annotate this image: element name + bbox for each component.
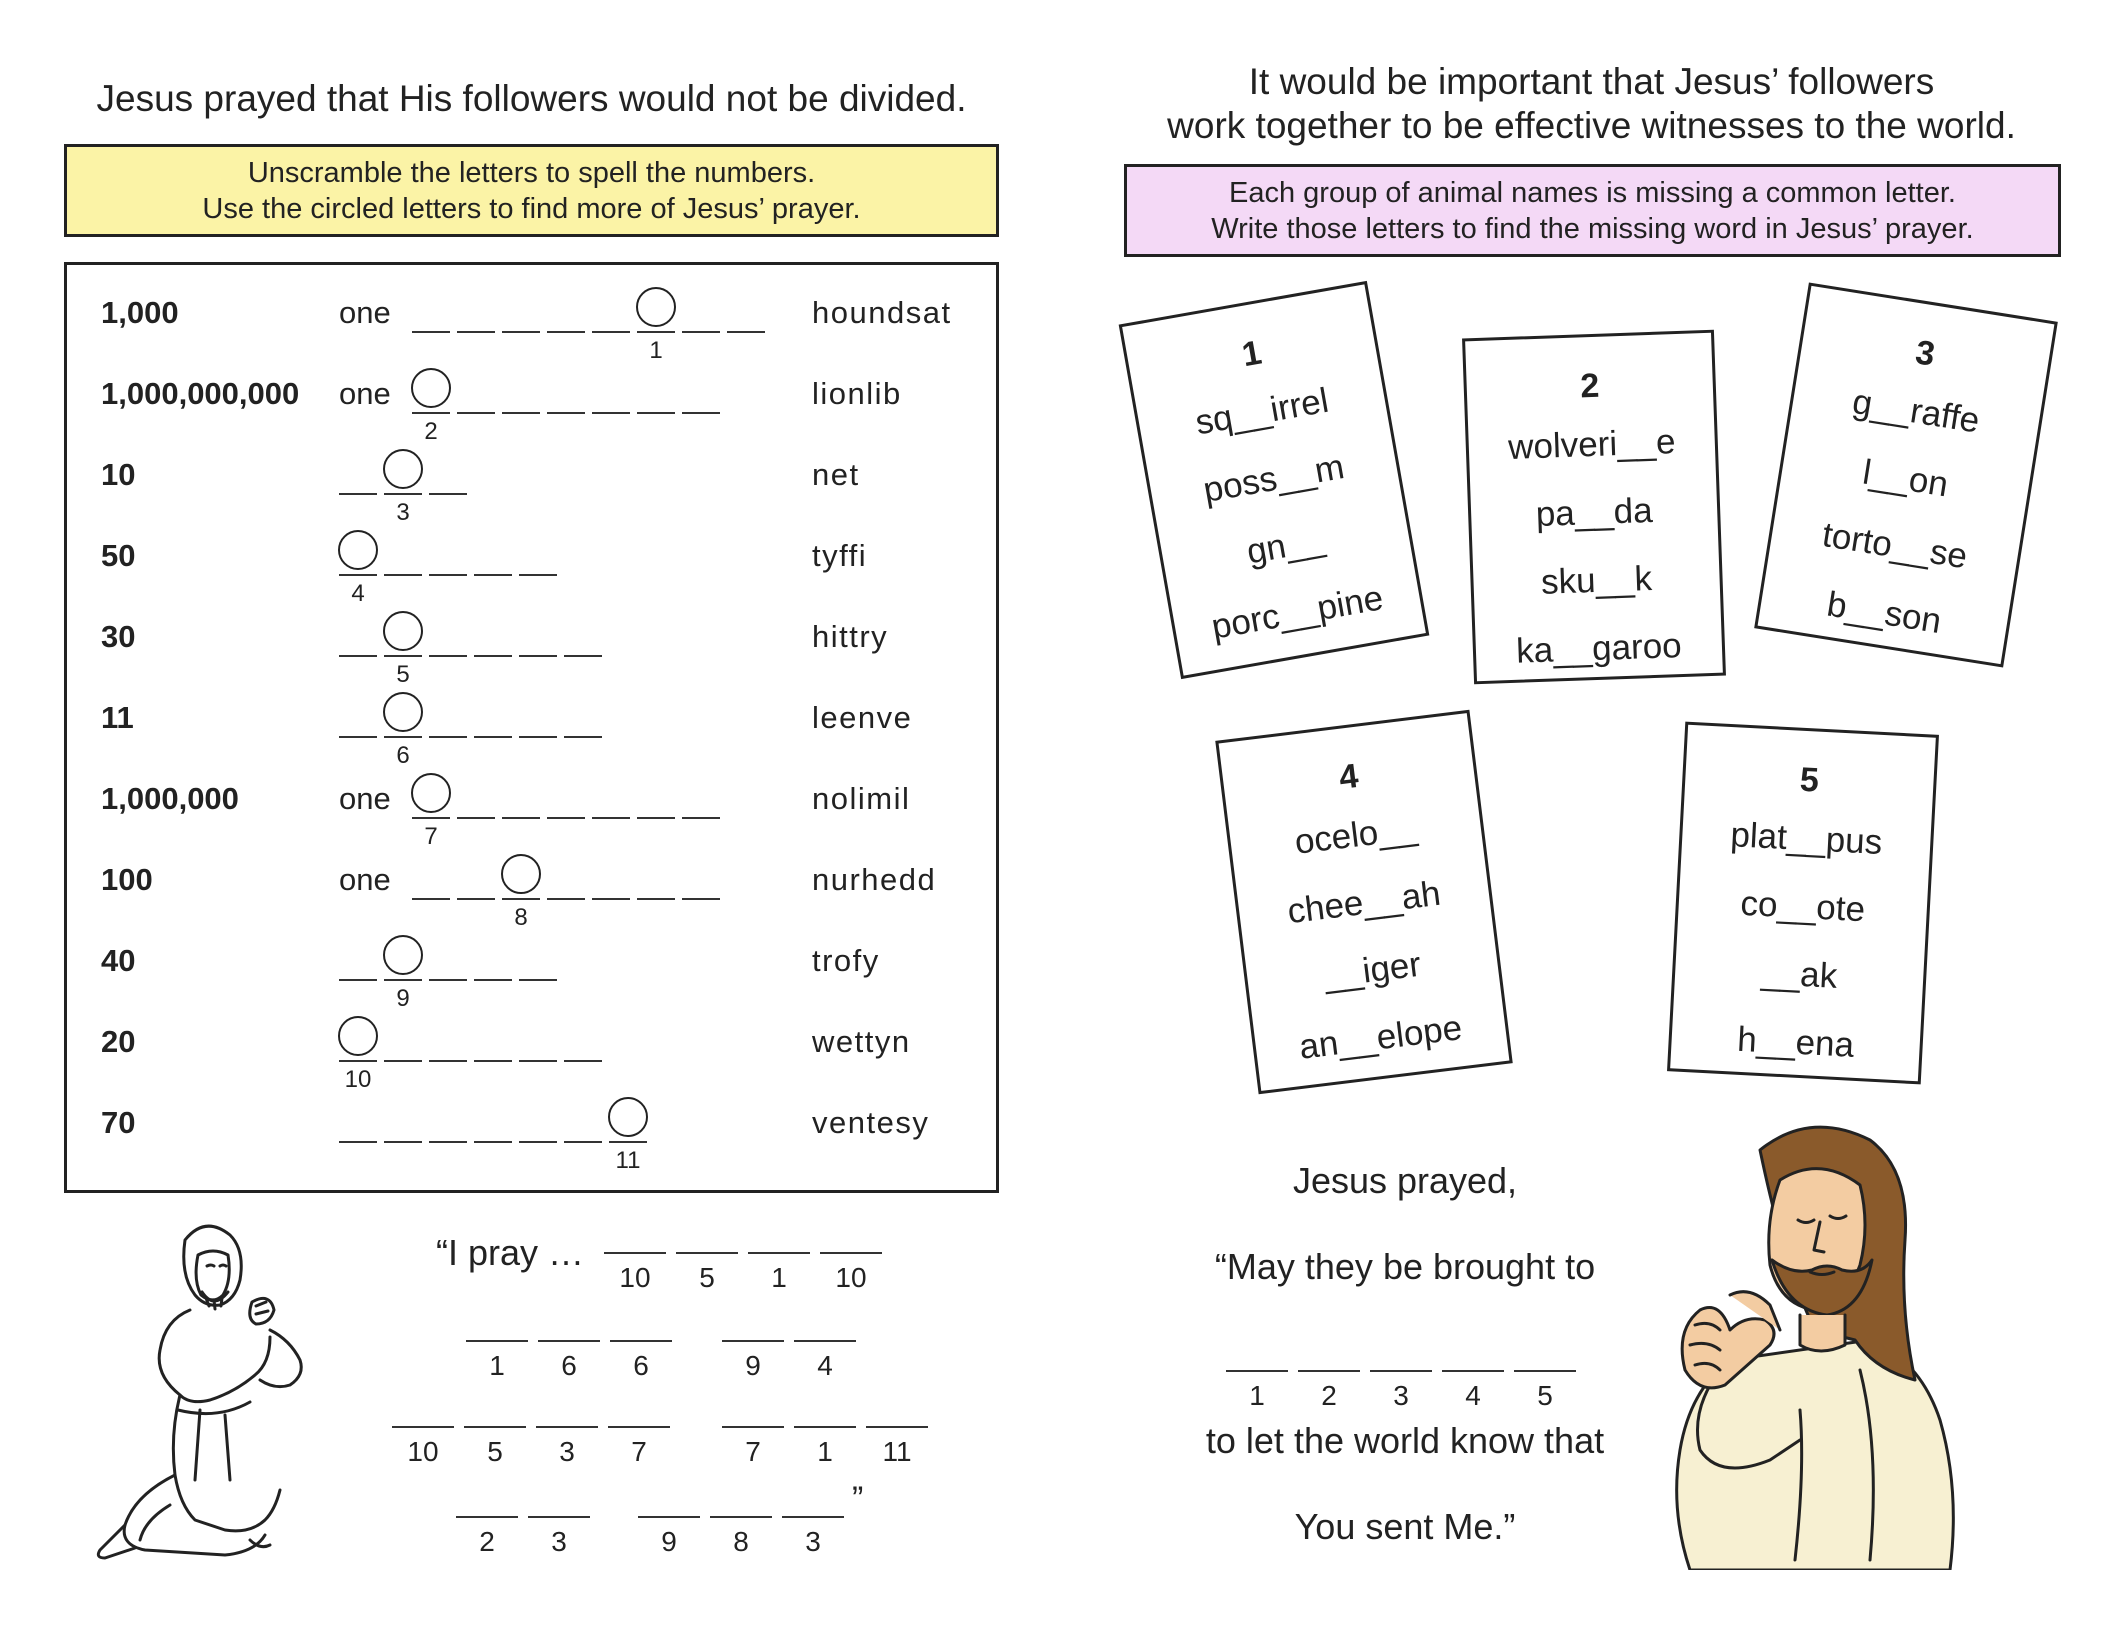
animal-card-5 <box>1667 722 1939 1085</box>
right-instructions-line1: Each group of animal names is missing a common letter. <box>1229 176 1956 209</box>
number-value: 40 <box>101 943 136 978</box>
prayer-answer-blank[interactable] <box>608 1426 670 1428</box>
prayer-answer-label: 7 <box>745 1436 761 1467</box>
missing-word-label: 1 <box>1249 1380 1265 1411</box>
puzzle-row <box>67 609 996 689</box>
scrambled-word: ventesy <box>812 1105 930 1140</box>
circle-label: 9 <box>396 985 410 1012</box>
answer-blank[interactable] <box>592 331 630 333</box>
animal-word: ocelo__ <box>1292 808 1419 862</box>
answer-blank[interactable] <box>429 979 467 981</box>
number-prefix: one <box>339 781 391 816</box>
puzzle-row <box>67 528 996 608</box>
number-value: 10 <box>101 457 136 492</box>
prayer-answer-label: 10 <box>619 1262 651 1293</box>
right-instructions <box>1124 164 2061 257</box>
answer-blank[interactable] <box>429 655 467 657</box>
answer-blank[interactable] <box>637 898 675 900</box>
prayer-answer-blank[interactable] <box>610 1340 672 1342</box>
puzzle-row <box>67 852 996 932</box>
card-number: 1 <box>1239 333 1265 375</box>
prayer-answer-label: 3 <box>559 1436 575 1467</box>
animal-word: ka__garoo <box>1515 626 1683 671</box>
kneeling-jesus-illustration <box>80 1210 360 1580</box>
answer-blank[interactable] <box>412 817 450 819</box>
number-value: 70 <box>101 1105 136 1140</box>
answer-blank[interactable] <box>564 1141 602 1143</box>
missing-word-blank[interactable] <box>1514 1370 1576 1372</box>
answer-blank[interactable] <box>429 1060 467 1062</box>
answer-blank[interactable] <box>519 1141 557 1143</box>
answer-blank[interactable] <box>502 898 540 900</box>
right-heading-line2: work together to be effective witnesses to the world. <box>1167 105 2016 146</box>
circle-label: 8 <box>514 904 528 931</box>
answer-blank[interactable] <box>412 331 450 333</box>
prayer-answer-blank[interactable] <box>794 1426 856 1428</box>
answer-blank[interactable] <box>339 574 377 576</box>
animal-word: g__raffe <box>1849 382 1983 441</box>
left-instructions <box>64 144 999 237</box>
right-prayer-line4: You sent Me.” <box>1294 1506 1516 1547</box>
scrambled-word: tyffi <box>812 538 868 573</box>
animal-card-1 <box>1119 281 1430 679</box>
number-value: 30 <box>101 619 136 654</box>
answer-blank[interactable] <box>474 979 512 981</box>
answer-circle[interactable] <box>383 449 423 489</box>
answer-blank[interactable] <box>547 898 585 900</box>
prayer-answer-label: 5 <box>487 1436 503 1467</box>
answer-blank[interactable] <box>727 331 765 333</box>
answer-blank[interactable] <box>564 655 602 657</box>
animal-word: an__elope <box>1297 1008 1465 1067</box>
answer-blank[interactable] <box>682 412 720 414</box>
answer-blank[interactable] <box>339 979 377 981</box>
right-heading <box>1124 60 2059 148</box>
animal-word: l__on <box>1860 452 1951 505</box>
prayer-answer-label: 10 <box>407 1436 439 1467</box>
answer-blank[interactable] <box>474 736 512 738</box>
answer-blank[interactable] <box>457 898 495 900</box>
answer-circle[interactable] <box>411 773 451 813</box>
circle-label: 5 <box>396 661 410 688</box>
animal-word: __iger <box>1321 944 1424 996</box>
puzzle-row <box>67 1095 996 1175</box>
animal-card-4 <box>1215 710 1512 1095</box>
animal-word: torto__se <box>1819 514 1970 577</box>
circle-label: 10 <box>344 1066 372 1093</box>
prayer-answer-blank[interactable] <box>528 1516 590 1518</box>
answer-blank[interactable] <box>384 979 422 981</box>
answer-blank[interactable] <box>339 1141 377 1143</box>
animal-word: sq__irrel <box>1192 380 1332 443</box>
puzzle-row <box>67 771 996 851</box>
answer-blank[interactable] <box>682 898 720 900</box>
animal-word: chee__ah <box>1285 873 1443 932</box>
answer-circle[interactable] <box>636 287 676 327</box>
number-value: 1,000 <box>101 295 179 330</box>
answer-blank[interactable] <box>502 412 540 414</box>
missing-word-blank[interactable] <box>1298 1370 1360 1372</box>
animal-word: gn__ <box>1243 519 1328 572</box>
prayer-answer-blank[interactable] <box>782 1516 844 1518</box>
prayer-answer-label: 1 <box>489 1350 505 1381</box>
animal-word: porc__pine <box>1208 578 1387 647</box>
prayer-answer-blank[interactable] <box>794 1340 856 1342</box>
answer-blank[interactable] <box>384 655 422 657</box>
circle-label: 3 <box>396 499 410 526</box>
prayer-answer-label: 1 <box>817 1436 833 1467</box>
prayer-answer-label: 11 <box>882 1436 912 1467</box>
prayer-answer-label: 5 <box>699 1262 715 1293</box>
prayer-answer-blank[interactable] <box>638 1516 700 1518</box>
prayer-answer-label: 10 <box>835 1262 867 1293</box>
prayer-answer-label: 3 <box>551 1526 567 1557</box>
answer-blank[interactable] <box>474 574 512 576</box>
answer-blank[interactable] <box>547 412 585 414</box>
answer-circle[interactable] <box>383 611 423 651</box>
animal-word: sku__k <box>1540 559 1653 602</box>
prayer-answer-blank[interactable] <box>866 1426 928 1428</box>
prayer-answer-blank[interactable] <box>456 1516 518 1518</box>
missing-word-label: 5 <box>1537 1380 1553 1411</box>
number-value: 1,000,000 <box>101 781 239 816</box>
answer-blank[interactable] <box>457 817 495 819</box>
prayer-answer-blank[interactable] <box>748 1252 810 1254</box>
answer-blank[interactable] <box>519 655 557 657</box>
answer-blank[interactable] <box>429 736 467 738</box>
answer-blank[interactable] <box>384 574 422 576</box>
animal-word: plat__pus <box>1729 815 1884 863</box>
prayer-answer-blank[interactable] <box>722 1340 784 1342</box>
answer-blank[interactable] <box>339 655 377 657</box>
prayer-answer-label: 6 <box>633 1350 649 1381</box>
puzzle-row <box>67 933 996 1013</box>
scrambled-word: nurhedd <box>812 862 937 897</box>
answer-blank[interactable] <box>502 817 540 819</box>
number-prefix: one <box>339 295 391 330</box>
answer-blank[interactable] <box>457 331 495 333</box>
number-value: 50 <box>101 538 136 573</box>
answer-blank[interactable] <box>429 493 467 495</box>
prayer-answer-label: 1 <box>771 1262 787 1293</box>
prayer-answer-label: 8 <box>733 1526 749 1557</box>
answer-circle[interactable] <box>608 1097 648 1137</box>
answer-blank[interactable] <box>339 736 377 738</box>
answer-blank[interactable] <box>564 736 602 738</box>
card-number: 3 <box>1912 333 1938 374</box>
answer-blank[interactable] <box>339 493 377 495</box>
circle-label: 4 <box>351 580 365 607</box>
right-prayer-line2: “May they be brought to <box>1214 1246 1596 1287</box>
circle-label: 11 <box>615 1147 641 1174</box>
animal-card-2 <box>1462 330 1726 685</box>
unscramble-puzzle-table <box>64 262 999 1193</box>
answer-blank[interactable] <box>637 817 675 819</box>
number-prefix: one <box>339 862 391 897</box>
prayer-answer-label: 9 <box>661 1526 677 1557</box>
scrambled-word: net <box>812 457 860 492</box>
animal-word: wolveri__e <box>1507 422 1677 467</box>
answer-blank[interactable] <box>429 574 467 576</box>
puzzle-row <box>67 366 996 446</box>
circle-label: 2 <box>424 418 438 445</box>
left-instructions-line1: Unscramble the letters to spell the numbers. <box>247 156 816 189</box>
prayer-closing-quote: ” <box>852 1480 864 1518</box>
answer-blank[interactable] <box>519 736 557 738</box>
answer-circle[interactable] <box>338 1016 378 1056</box>
answer-blank[interactable] <box>384 493 422 495</box>
puzzle-row <box>67 690 996 770</box>
missing-word-label: 3 <box>1393 1380 1409 1411</box>
right-prayer-line1: Jesus prayed, <box>1292 1160 1518 1201</box>
prayer-answer-blank[interactable] <box>820 1252 882 1254</box>
number-value: 100 <box>101 862 153 897</box>
number-value: 11 <box>101 700 134 735</box>
answer-blank[interactable] <box>474 1060 512 1062</box>
answer-blank[interactable] <box>682 331 720 333</box>
answer-blank[interactable] <box>592 412 630 414</box>
scrambled-word: hittry <box>812 619 889 654</box>
answer-blank[interactable] <box>637 331 675 333</box>
prayer-opening: “I pray … <box>436 1232 585 1273</box>
answer-blank[interactable] <box>682 817 720 819</box>
answer-blank[interactable] <box>457 412 495 414</box>
answer-blank[interactable] <box>592 898 630 900</box>
right-heading-line1: It would be important that Jesus’ followers <box>1248 61 1935 102</box>
missing-word-blank[interactable] <box>1370 1370 1432 1372</box>
scrambled-word: trofy <box>812 943 880 978</box>
prayer-answer-label: 9 <box>745 1350 761 1381</box>
animal-word: __ak <box>1760 952 1839 996</box>
praying-jesus-illustration <box>1660 1110 1960 1570</box>
prayer-answer-blank[interactable] <box>466 1340 528 1342</box>
answer-blank[interactable] <box>474 655 512 657</box>
puzzle-row <box>67 1014 996 1094</box>
answer-blank[interactable] <box>609 1141 647 1143</box>
prayer-answer-blank[interactable] <box>676 1252 738 1254</box>
prayer-answer-label: 2 <box>479 1526 495 1557</box>
animal-word: b__son <box>1824 584 1944 642</box>
circle-label: 1 <box>649 337 663 364</box>
answer-blank[interactable] <box>412 412 450 414</box>
prayer-answer-blank[interactable] <box>536 1426 598 1428</box>
answer-blank[interactable] <box>412 898 450 900</box>
missing-word-blank[interactable] <box>1442 1370 1504 1372</box>
prayer-answer-blank[interactable] <box>392 1426 454 1428</box>
right-prayer-line3: to let the world know that <box>1205 1420 1605 1461</box>
answer-blank[interactable] <box>502 331 540 333</box>
answer-circle[interactable] <box>338 530 378 570</box>
animal-word: co__ote <box>1739 883 1867 930</box>
left-instructions-line2: Use the circled letters to find more of Jesus’ prayer. <box>202 192 861 225</box>
answer-blank[interactable] <box>429 1141 467 1143</box>
missing-word-label: 4 <box>1465 1380 1481 1411</box>
animal-word: poss__m <box>1200 446 1348 511</box>
number-value: 1,000,000,000 <box>101 376 300 411</box>
prayer-answer-blank[interactable] <box>464 1426 526 1428</box>
answer-circle[interactable] <box>383 692 423 732</box>
circle-label: 7 <box>424 823 438 850</box>
circle-label: 6 <box>396 742 410 769</box>
answer-blank[interactable] <box>384 736 422 738</box>
answer-blank[interactable] <box>474 1141 512 1143</box>
prayer-answer-label: 3 <box>805 1526 821 1557</box>
scrambled-word: lionlib <box>812 376 902 411</box>
prayer-answer-blank[interactable] <box>722 1426 784 1428</box>
answer-blank[interactable] <box>384 1060 422 1062</box>
puzzle-row <box>67 285 996 365</box>
answer-blank[interactable] <box>519 1060 557 1062</box>
left-heading: Jesus prayed that His followers would not be divided. <box>96 78 967 119</box>
answer-blank[interactable] <box>519 574 557 576</box>
animal-word: h__ena <box>1736 1019 1856 1065</box>
answer-circle[interactable] <box>411 368 451 408</box>
prayer-answer-label: 7 <box>631 1436 647 1467</box>
card-number: 5 <box>1798 760 1820 800</box>
prayer-answer-label: 6 <box>561 1350 577 1381</box>
missing-word-blank[interactable] <box>1226 1370 1288 1372</box>
animal-card-3 <box>1754 282 2058 667</box>
answer-blank[interactable] <box>564 1060 602 1062</box>
answer-blank[interactable] <box>547 331 585 333</box>
prayer-answer-blank[interactable] <box>538 1340 600 1342</box>
answer-circle[interactable] <box>383 935 423 975</box>
prayer-answer-blank[interactable] <box>710 1516 772 1518</box>
scrambled-word: wettyn <box>812 1024 911 1059</box>
answer-circle[interactable] <box>501 854 541 894</box>
answer-blank[interactable] <box>519 979 557 981</box>
answer-blank[interactable] <box>339 1060 377 1062</box>
right-instructions-line2: Write those letters to find the missing word in Jesus’ prayer. <box>1211 212 1974 245</box>
missing-word-label: 2 <box>1321 1380 1337 1411</box>
answer-blank[interactable] <box>384 1141 422 1143</box>
prayer-answer-blank[interactable] <box>604 1252 666 1254</box>
number-value: 20 <box>101 1024 136 1059</box>
scrambled-word: leenve <box>812 700 913 735</box>
answer-blank[interactable] <box>637 412 675 414</box>
animal-word: pa__da <box>1535 490 1654 535</box>
answer-blank[interactable] <box>592 817 630 819</box>
scrambled-word: houndsat <box>812 295 952 330</box>
card-number: 4 <box>1336 756 1361 797</box>
answer-blank[interactable] <box>547 817 585 819</box>
card-number: 2 <box>1579 366 1600 406</box>
prayer-answer-label: 4 <box>817 1350 833 1381</box>
puzzle-row <box>67 447 996 527</box>
scrambled-word: nolimil <box>812 781 911 816</box>
number-prefix: one <box>339 376 391 411</box>
